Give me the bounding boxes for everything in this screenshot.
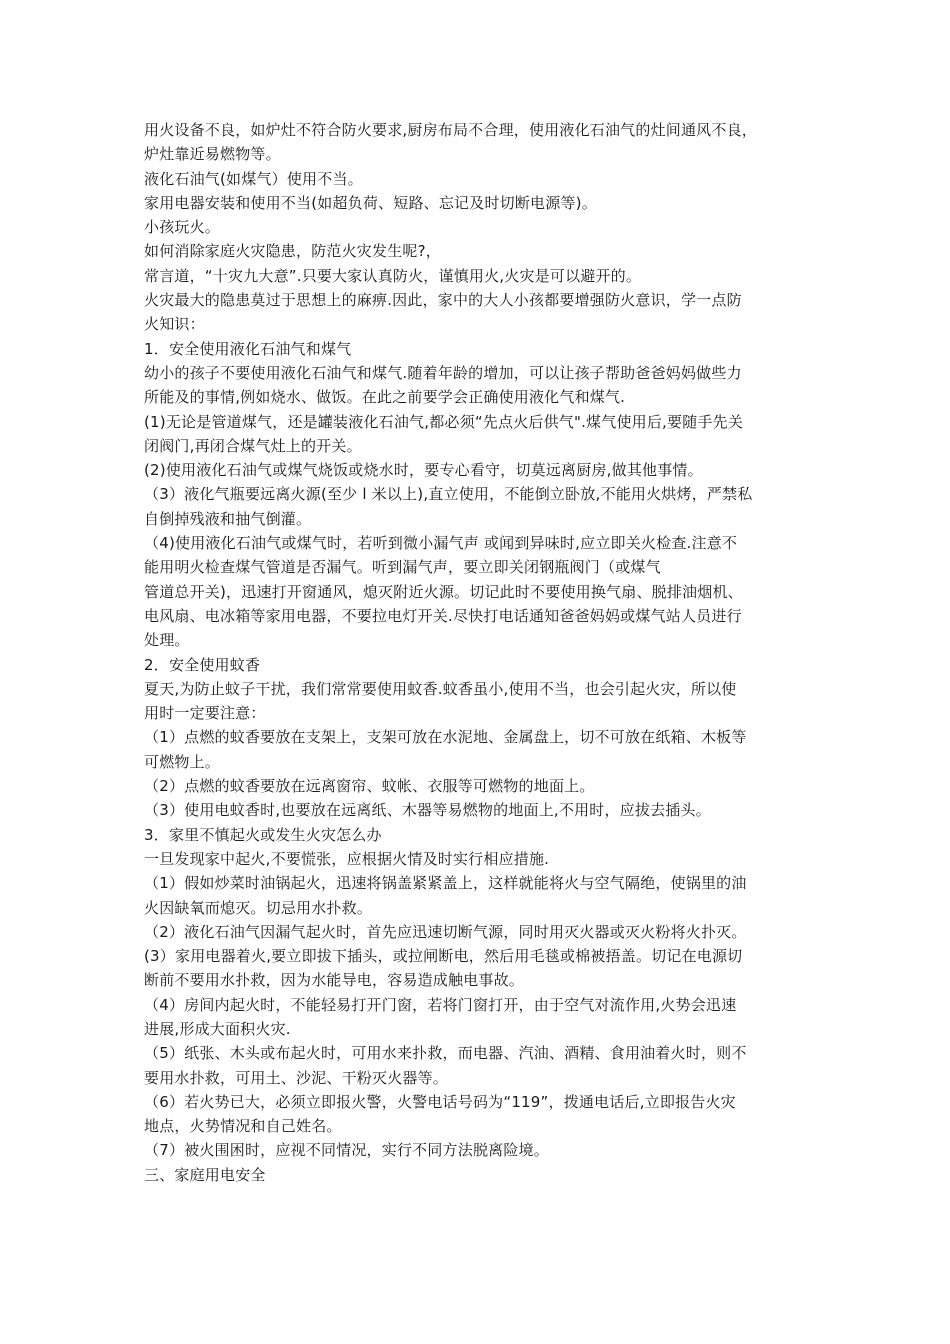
text-line: 可燃物上。: [144, 752, 221, 771]
section-heading: 1．安全使用液化石油气和煤气: [144, 339, 352, 358]
text-line: 一旦发现家中起火,不要慌张，应根据火情及时实行相应措施.: [144, 849, 550, 868]
text-line: 能用明火检查煤气管道是否漏气。听到漏气声，要立即关闭钢瓶阀门（或煤气: [144, 558, 661, 577]
text-line: 液化石油气(如煤气）使用不当。: [144, 169, 363, 188]
text-line: 闭阀门,再闭合煤气灶上的开关。: [144, 436, 362, 455]
text-line: （7）被火围困时，应视不同情况，实行不同方法脱离险境。: [144, 1141, 549, 1160]
text-line: 如何消除家庭火灾隐患，防范火灾发生呢?，: [144, 242, 441, 261]
text-line: （3）使用电蚊香时,也要放在远离纸、木器等易燃物的地面上,不用时，应拔去插头。: [144, 801, 711, 820]
text-line: （1）假如炒菜时油锅起火，迅速将锅盖紧紧盖上，这样就能将火与空气隔绝，使锅里的油: [144, 874, 747, 893]
text-line: 进展,形成大面积火灾.: [144, 1019, 291, 1038]
text-line: 夏天,为防止蚊子干扰，我们常常要使用蚊香.蚊香虽小,使用不当，也会引起火灾，所以使: [144, 679, 737, 698]
text-line: 小孩玩火。: [144, 218, 221, 237]
section-heading: 3．家里不慎起火或发生火灾怎么办: [144, 825, 382, 844]
text-line: （6）若火势已大，必须立即报火警，火警电话号码为“119”，拨通电话后,立即报告火灾: [144, 1092, 736, 1111]
section-heading: 2．安全使用蚊香: [144, 655, 261, 674]
text-line: 自倒掉残液和抽气倒灌。: [144, 509, 312, 528]
text-line: 用火设备不良，如炉灶不符合防火要求,厨房布局不合理，使用液化石油气的灶间通风不良，: [144, 121, 757, 139]
text-line: (2)使用液化石油气或煤气烧饭或烧水时，要专心看守，切莫远离厨房,做其他事情。: [144, 461, 703, 480]
text-line: 幼小的孩子不要使用液化石油气和煤气.随着年龄的增加，可以让孩子帮助爸爸妈妈做些力: [144, 363, 742, 382]
text-line: （2）液化石油气因漏气起火时，首先应迅速切断气源，同时用灭火器或灭火粉将火扑灭。: [144, 922, 747, 941]
text-line: （1）点燃的蚊香要放在支架上，支架可放在水泥地、金属盘上，切不可放在纸箱、木板等: [144, 728, 747, 747]
text-line: (1)无论是管道煤气，还是罐装液化石油气,都必须“先点火后供气".煤气使用后,要随手先关: [144, 412, 744, 431]
text-line: 火灾最大的隐患莫过于思想上的麻痹.因此，家中的大人小孩都要增强防火意识，学一点防: [144, 291, 742, 310]
text-line: （4)使用液化石油气或煤气时，若听到微小漏气声 或闻到异味时,应立即关火检查.注意不: [144, 534, 738, 553]
text-line: 炉灶靠近易燃物等。: [144, 145, 281, 164]
text-line: 处理。: [144, 631, 190, 650]
text-line: 要用水扑救，可用土、沙泥、干粉灭火器等。: [144, 1068, 449, 1087]
text-line: 家用电器安装和使用不当(如超负荷、短路、忘记及时切断电源等)。: [144, 193, 597, 212]
text-line: 火因缺氧而熄灭。切忌用水扑救。: [144, 898, 373, 917]
text-line: 断前不要用水扑救，因为水能导电，容易造成触电事故。: [144, 971, 525, 990]
section-heading: 三、家庭用电安全: [144, 1165, 266, 1184]
text-line: 所能及的事情,例如烧水、做饭。在此之前要学会正确使用液化气和煤气.: [144, 388, 626, 407]
text-line: （3）液化气瓶要远离火源(至少 l 米以上),直立使用，不能倒立卧放,不能用火烘烤，严禁私: [144, 485, 753, 504]
text-line: 用时一定要注意：: [144, 704, 266, 723]
text-line: （5）纸张、木头或布起火时，可用水来扑救，而电器、汽油、酒精、食用油着火时，则不: [144, 1044, 747, 1063]
text-line: 电风扇、电冰箱等家用电器，不要拉电灯开关.尽快打电话通知爸爸妈妈或煤气站人员进行: [144, 606, 742, 625]
text-line: 地点，火势情况和自己姓名。: [144, 1117, 342, 1136]
document-body: [144, 118, 816, 1187]
text-line: (3）家用电器着火,要立即拔下插头，或拉闸断电，然后用毛毯或棉被捂盖。切记在电源切: [144, 947, 743, 966]
text-line: 常言道，“十灾九大意”.只要大家认真防火，谨慎用火,火灾是可以避开的。: [144, 266, 642, 285]
text-line: （4）房间内起火时，不能轻易打开门窗，若将门窗打开，由于空气对流作用,火势会迅速: [144, 995, 737, 1014]
text-line: 管道总开关)，迅速打开窗通风，熄灭附近火源。切记此时不要使用换气扇、脱排油烟机、: [144, 582, 743, 601]
text-line: 火知识：: [144, 315, 205, 334]
text-line: （2）点燃的蚊香要放在远离窗帘、蚊帐、衣服等可燃物的地面上。: [144, 777, 595, 796]
